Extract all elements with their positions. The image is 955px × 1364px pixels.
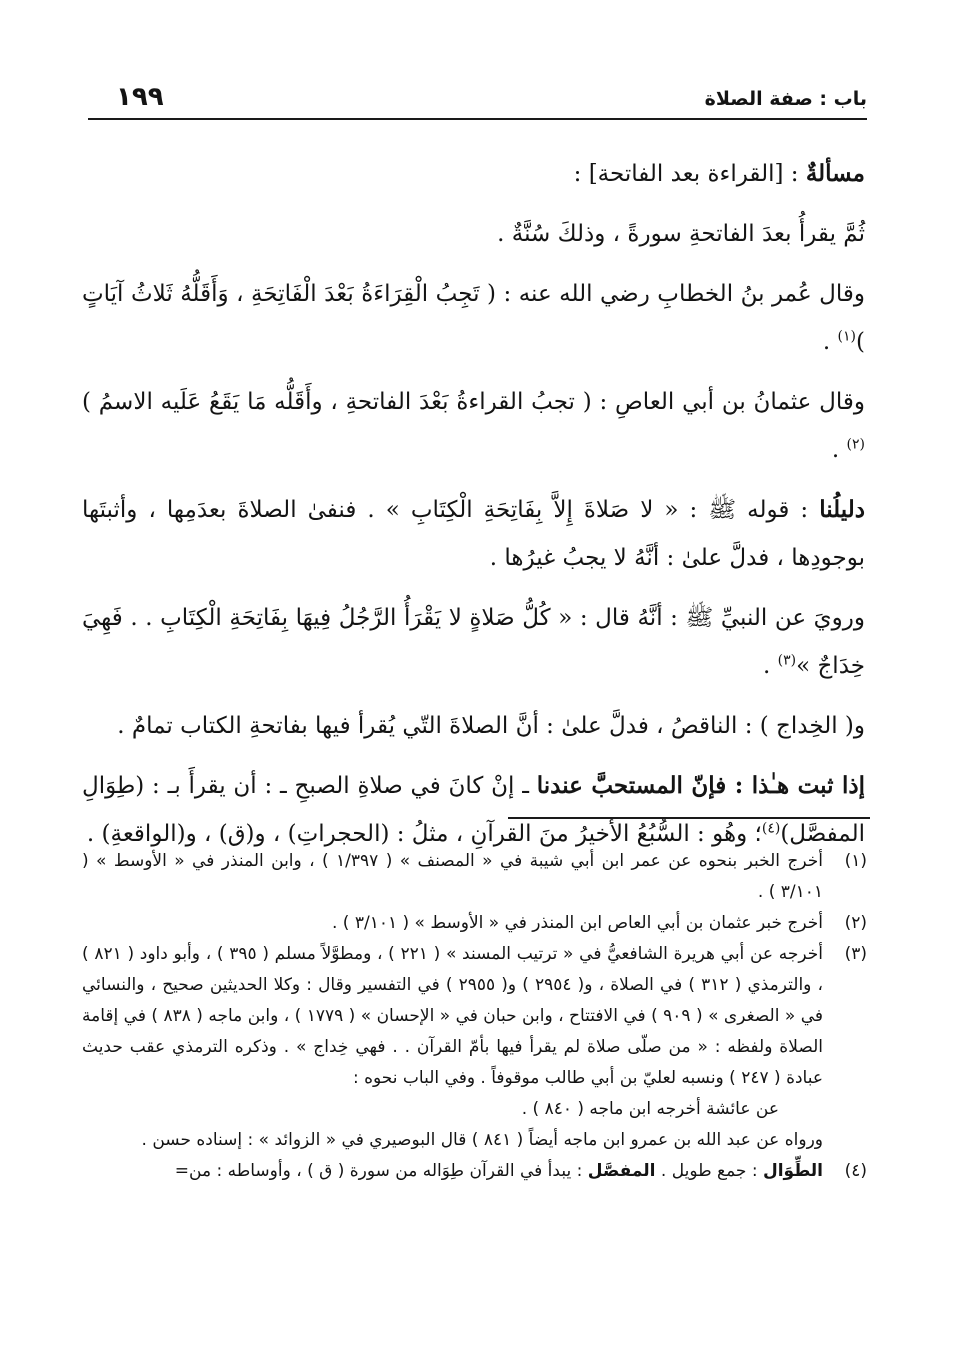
masala-heading: مسألةٌ (805, 160, 865, 187)
footnote-number: (٣) (844, 944, 867, 964)
term-mufassal: المفصَّل (587, 1161, 656, 1181)
uthman-quote: وقال عثمانُ بن أبي العاصِ : ( تجبُ القراءةُ بَعْدَ الفاتحةِ ، وأَقَلُّه مَا يَقَعُ عَلَيه الاسمُ ) (82, 389, 865, 415)
footnote-number: (٢) (844, 913, 867, 933)
page-header (88, 82, 867, 120)
paragraph-umar (82, 270, 865, 366)
umar-end: . (822, 329, 831, 355)
mustahab-text: ـ إنْ كانَ في صلاةِ الصبحِ ـ : أن يقرأَ بـ : (طِوَالِ المفصَّل) (82, 773, 865, 847)
term-mufassal-def: : يبدأ في القرآن طِوَاله من سورة ( ق ) ، وأوساطه : من= (174, 1161, 588, 1181)
mustahab-heading: إذا ثبت هـٰذا : فإنّ المستحبَّ عندنا (536, 772, 866, 799)
paragraph-khidaj: و( الخِداج ) : الناقصُ ، فدلَّ علىٰ : أنَّ الصلاةَ التّي يُقرأ فيها بفاتحةِ الكتاب تمامٌ . (117, 713, 865, 739)
footnote-ref-4: (٤) (761, 820, 781, 837)
dalil-text: : قوله ﷺ : « لا صَلاةَ إِلاَّ بِفَاتِحَةِ الْكِتَابِ » . فنفىٰ الصلاةَ بعدَمِها ، وأثبتَها بوجودِها ، فدلَّ علىٰ : أنَّهُ لا يجبُ غيرُها . (82, 497, 865, 571)
mustahab-text-2: ؛ وهُو : السُّبُعُ الأخيرُ منَ القرآنِ ، مثلُ : (الحجراتِ) ، و(ق) ، و(الواقعةِ) . (86, 821, 762, 847)
term-tiwal-def: : جمع طويل . (655, 1161, 763, 1181)
footnote-text: أخرج خبر عثمان بن أبي العاص ابن المنذر في « الأوسط » ( ٣/١٠١ ) . (332, 913, 823, 933)
paragraph-dalil (82, 486, 865, 582)
footnote-3-aisha: عن عائشة أخرجه ابن ماجه ( ٨٤٠ ) . (521, 1099, 779, 1119)
main-text (82, 150, 865, 870)
footnotes (82, 846, 867, 1187)
footnote-ref-2: (٢) (846, 436, 865, 453)
footnote-2 (82, 908, 867, 939)
paragraph-mustahab (82, 762, 865, 858)
footnote-text (82, 1156, 823, 1187)
footnote-1 (82, 846, 867, 908)
hadith-text: ورويَ عن النبيِّ ﷺ : أنَّهُ قال : « كُلُّ صَلاةٍ لا يَقْرَأُ الرَّجُلُ فِيهَا بِفَاتِحَةِ الْكِتَابِ . . فَهِيَ خِدَاجٌ » (82, 605, 865, 679)
footnote-text: أخرجه عن أبي هريرة الشافعيُّ في « ترتيب المسند » ( ٢٢١ ) ، ومطوَّلاً مسلم ( ٣٩٥ ) ، وأبو داود ( ٨٢١ ) ، والترمذي ( ٣١٢ ) في الصلاة ، و( ٢٩٥٤ ) و( ٢٩٥٥ ) في التفسير وقال : وكلا الحديثين صحيح ، والنسائي في « الصغرى » ( ٩٠٩ ) في الافتتاح ، وابن حبان في « الإحسان » ( ١٧٧٩ ) ، وابن ماجه ( ٨٣٨ ) في إقامة الصلاة ولفظه : « من صلّى صلاة لم يقرأ فيها بأمّ القرآن . . فهي خِداج » . وذكره الترمذي عقب حديث عبادة ( ٢٤٧ ) ونسبه لعليّ بن أبي طالب موقوفاً . وفي الباب نحوه : (82, 944, 823, 1088)
footnote-3 (82, 939, 867, 1094)
footnote-number: (٤) (844, 1161, 867, 1181)
footnote-number: (١) (844, 851, 867, 871)
paragraph-masala (82, 150, 865, 198)
footnote-ref-3: (٣) (777, 652, 797, 669)
masala-topic: : [القراءة بعد الفاتحة] : (573, 161, 806, 187)
footnote-text: أخرج الخبر بنحوه عن عمر ابن أبي شيبة في « المصنف » ( ١/٣٩٧ ) ، وابن المنذر في « الأوسط » ( ٣/١٠١ ) . (82, 851, 823, 902)
footnote-separator (508, 817, 870, 819)
dalil-heading: دليلُنا (819, 496, 865, 523)
paragraph-ruling: ثُمَّ يقرأُ بعدَ الفاتحةِ سورةً ، وذلكَ سُنَّةٌ . (497, 221, 865, 247)
footnote-4 (82, 1156, 867, 1187)
term-tiwal: الطِّوَال (762, 1161, 823, 1181)
footnote-ref-1: (١) (837, 328, 857, 345)
footnote-3-abdullah: ورواه عن عبد الله بن عمرو ابن ماجه أيضاً ( ٨٤١ ) قال البوصيري في « الزوائد » : إسناده حسن . (141, 1130, 823, 1150)
umar-quote: وقال عُمر بنُ الخطابِ رضي الله عنه : ( تَجِبُ الْقِرَاءَةُ بَعْدَ الْفَاتِحَةِ ، وَأَقَلُّهُ ثَلاثُ آيَاتٍ ) (82, 281, 865, 355)
paragraph-hadith (82, 594, 865, 690)
hadith-end: . (762, 653, 771, 679)
page-number: ١٩٩ (116, 82, 164, 112)
paragraph-uthman (82, 378, 865, 474)
chapter-title: باب : صفة الصلاة (704, 88, 867, 110)
uthman-end: . (831, 437, 840, 463)
